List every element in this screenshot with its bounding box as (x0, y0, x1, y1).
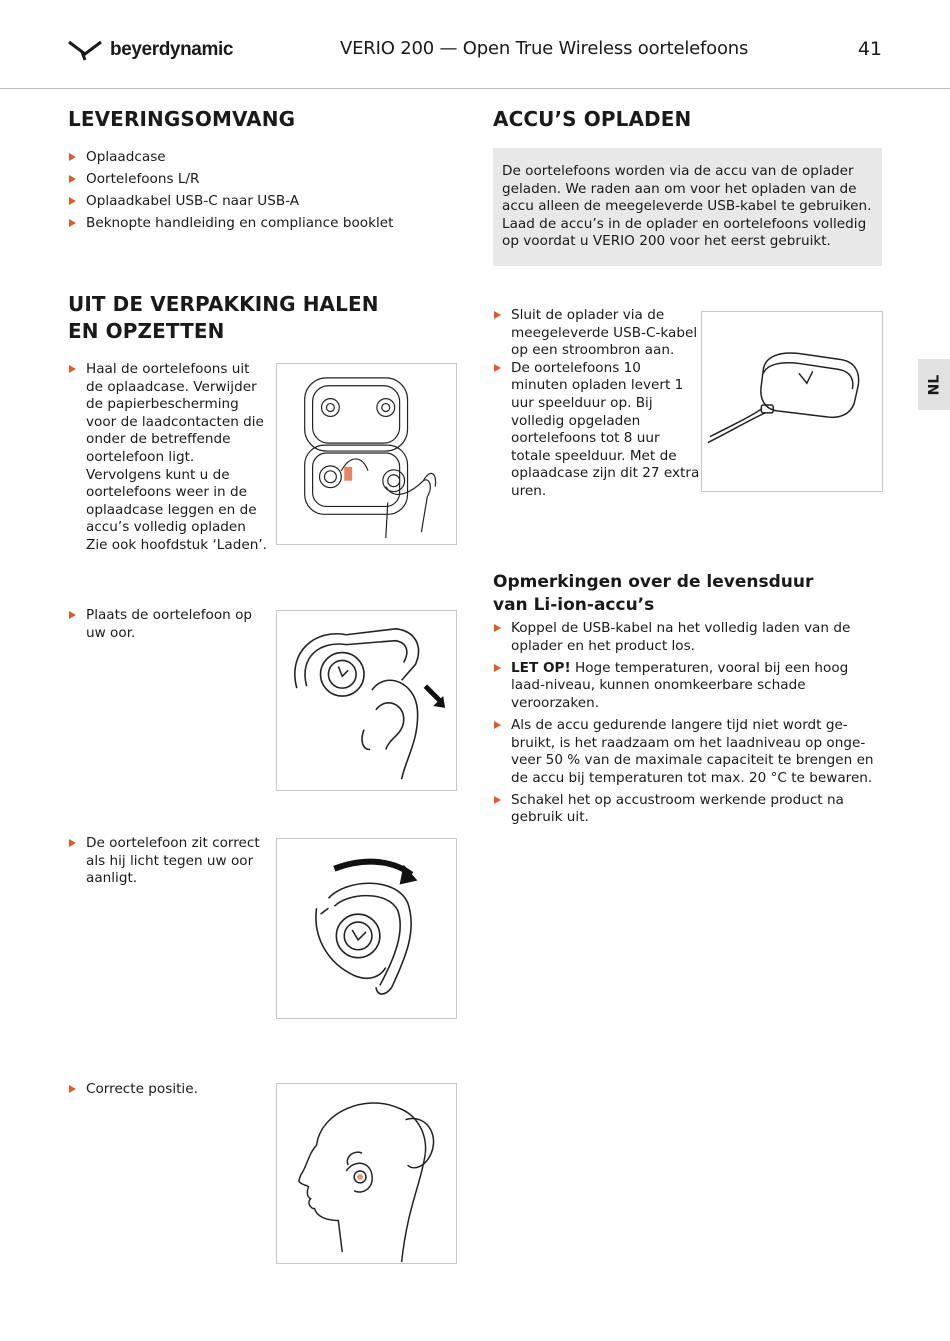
notes-heading: Opmerkingen over de levensduur van Li-ion-accu’s (493, 572, 814, 615)
list-item: De oortelefoons 10 minuten opladen levert 1 uur speelduur op. Bij volledig opgeladen oortelefoons tot 8 uur totale speelduur. Met de oplaadcase zijn dit 27 extra uren. (493, 360, 701, 501)
document-title: VERIO 200 — Open True Wireless oortelefoons (340, 38, 749, 59)
earphone-fit-illustration (276, 838, 457, 1019)
bullet-triangle-icon (494, 721, 501, 729)
bullet-triangle-icon (69, 611, 76, 619)
warning-label: LET OP! (511, 659, 571, 676)
bullet-triangle-icon (494, 796, 501, 804)
insert-earphone-illustration (276, 610, 457, 791)
language-tab-label: NL (925, 374, 942, 395)
charging-heading: ACCU’S OPLADEN (493, 107, 692, 131)
bullet-triangle-icon (69, 175, 76, 183)
charging-case-open-illustration (276, 363, 457, 545)
list-item: Oortelefoons L/R (68, 171, 458, 189)
unpack-step-1: Haal de oortelefoons uit de oplaadcase. Verwijder de papierbescherming voor de laadcontacten die onder de betreffende oortelefoon ligt. Vervolgens kunt u de oortelefoons weer in de oplaadcase leggen en de accu’s volledig opladen Zie ook hoofdstuk ‘Laden’. (68, 361, 268, 555)
charging-info-box: De oortelefoons worden via de accu van de oplader geladen. We raden aan om voor het opladen van de accu alleen de meegeleverde USB-kabel te gebruiken. Laad de accu’s in de oplader en oortelefoons volledig op voordat u VERIO 200 voor het eerst gebruikt. (493, 148, 882, 266)
list-item: Oplaadkabel USB-C naar USB-A (68, 193, 458, 211)
page-number: 41 (857, 38, 882, 60)
bullet-triangle-icon (69, 839, 76, 847)
bullet-triangle-icon (494, 624, 501, 632)
bullet-triangle-icon (69, 197, 76, 205)
list-item: Als de accu gedurende langere tijd niet wordt ge-bruikt, is het raadzaam om het laadniveau op onge-veer 50 % van de maximale capaciteit te brengen en de accu bij temperaturen tot max. 20 °C te bewaren. (493, 717, 883, 787)
beyerdynamic-logo-icon (68, 38, 102, 62)
bullet-triangle-icon (494, 311, 501, 319)
list-item: LET OP! Hoge temperaturen, vooral bij een hoog laad-niveau, kunnen onomkeerbare schade veroorzaken. (493, 660, 883, 713)
list-item: Schakel het op accustroom werkende product na gebruik uit. (493, 792, 883, 827)
unpack-step-2: Plaats de oortelefoon op uw oor. (68, 607, 268, 642)
bullet-triangle-icon (494, 364, 501, 372)
scope-list (68, 149, 458, 237)
brand-name: beyerdynamic (110, 39, 233, 60)
battery-notes-list (493, 620, 883, 832)
bullet-triangle-icon (69, 365, 76, 373)
list-item: Koppel de USB-kabel na het volledig laden van de oplader en het product los. (493, 620, 883, 655)
unpack-step-4: Correcte positie. (68, 1081, 268, 1099)
page-header (0, 0, 950, 89)
bullet-triangle-icon (69, 219, 76, 227)
bullet-triangle-icon (494, 664, 501, 672)
charger-cable-illustration (701, 311, 883, 492)
unpack-step-3: De oortelefoon zit correct als hij licht tegen uw oor aanligt. (68, 835, 268, 888)
bullet-triangle-icon (69, 1085, 76, 1093)
language-tab (918, 359, 950, 410)
list-item: Oplaadcase (68, 149, 458, 167)
bullet-triangle-icon (69, 153, 76, 161)
list-item: Beknopte handleiding en compliance booklet (68, 215, 458, 233)
brand-logo (68, 38, 233, 62)
list-item: Sluit de oplader via de meegeleverde USB-C-kabel op een stroombron aan. (493, 307, 701, 360)
correct-position-illustration (276, 1083, 457, 1264)
charging-steps (493, 307, 701, 501)
unpack-heading: UIT DE VERPAKKING HALEN EN OPZETTEN (68, 292, 379, 343)
scope-heading: LEVERINGSOMVANG (68, 107, 296, 131)
